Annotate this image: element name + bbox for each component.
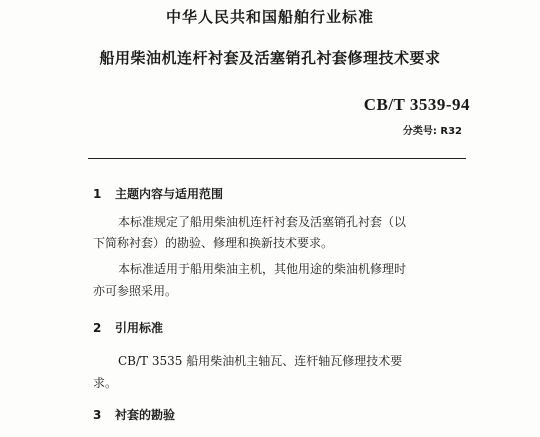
paragraph-line: 亦可参照采用。 [93, 284, 178, 298]
section-2-heading [93, 319, 163, 336]
section-title: 引用标准 [115, 321, 164, 335]
section-number: 2 [93, 321, 102, 335]
section-1-heading [93, 185, 223, 202]
classification-code: 分类号: R32 [402, 126, 462, 137]
paragraph-line: 求。 [93, 376, 118, 390]
section-number: 3 [93, 408, 102, 422]
paragraph-line: 本标准规定了船用柴油机连杆衬套及活塞销孔衬套（以 [118, 215, 407, 229]
standard-number: CB/T 3539-94 [363, 95, 470, 114]
paragraph-line: 下简称衬套）的勘验、修理和换新技术要求。 [93, 236, 334, 250]
paragraph-line: 本标准适用于船用柴油主机，其他用途的柴油机修理时 [118, 262, 407, 276]
section-3-heading [93, 406, 175, 423]
paragraph-line: CB/T 3535 船用柴油机主轴瓦、连杆轴瓦修理技术要 [118, 354, 403, 368]
header-divider [88, 158, 466, 159]
document-title: 船用柴油机连杆衬套及活塞销孔衬套修理技术要求 [99, 49, 441, 67]
issuer-heading: 中华人民共和国船舶行业标准 [165, 8, 374, 26]
section-number: 1 [93, 187, 102, 201]
section-title: 衬套的勘验 [115, 408, 176, 422]
section-title: 主题内容与适用范围 [115, 187, 224, 201]
